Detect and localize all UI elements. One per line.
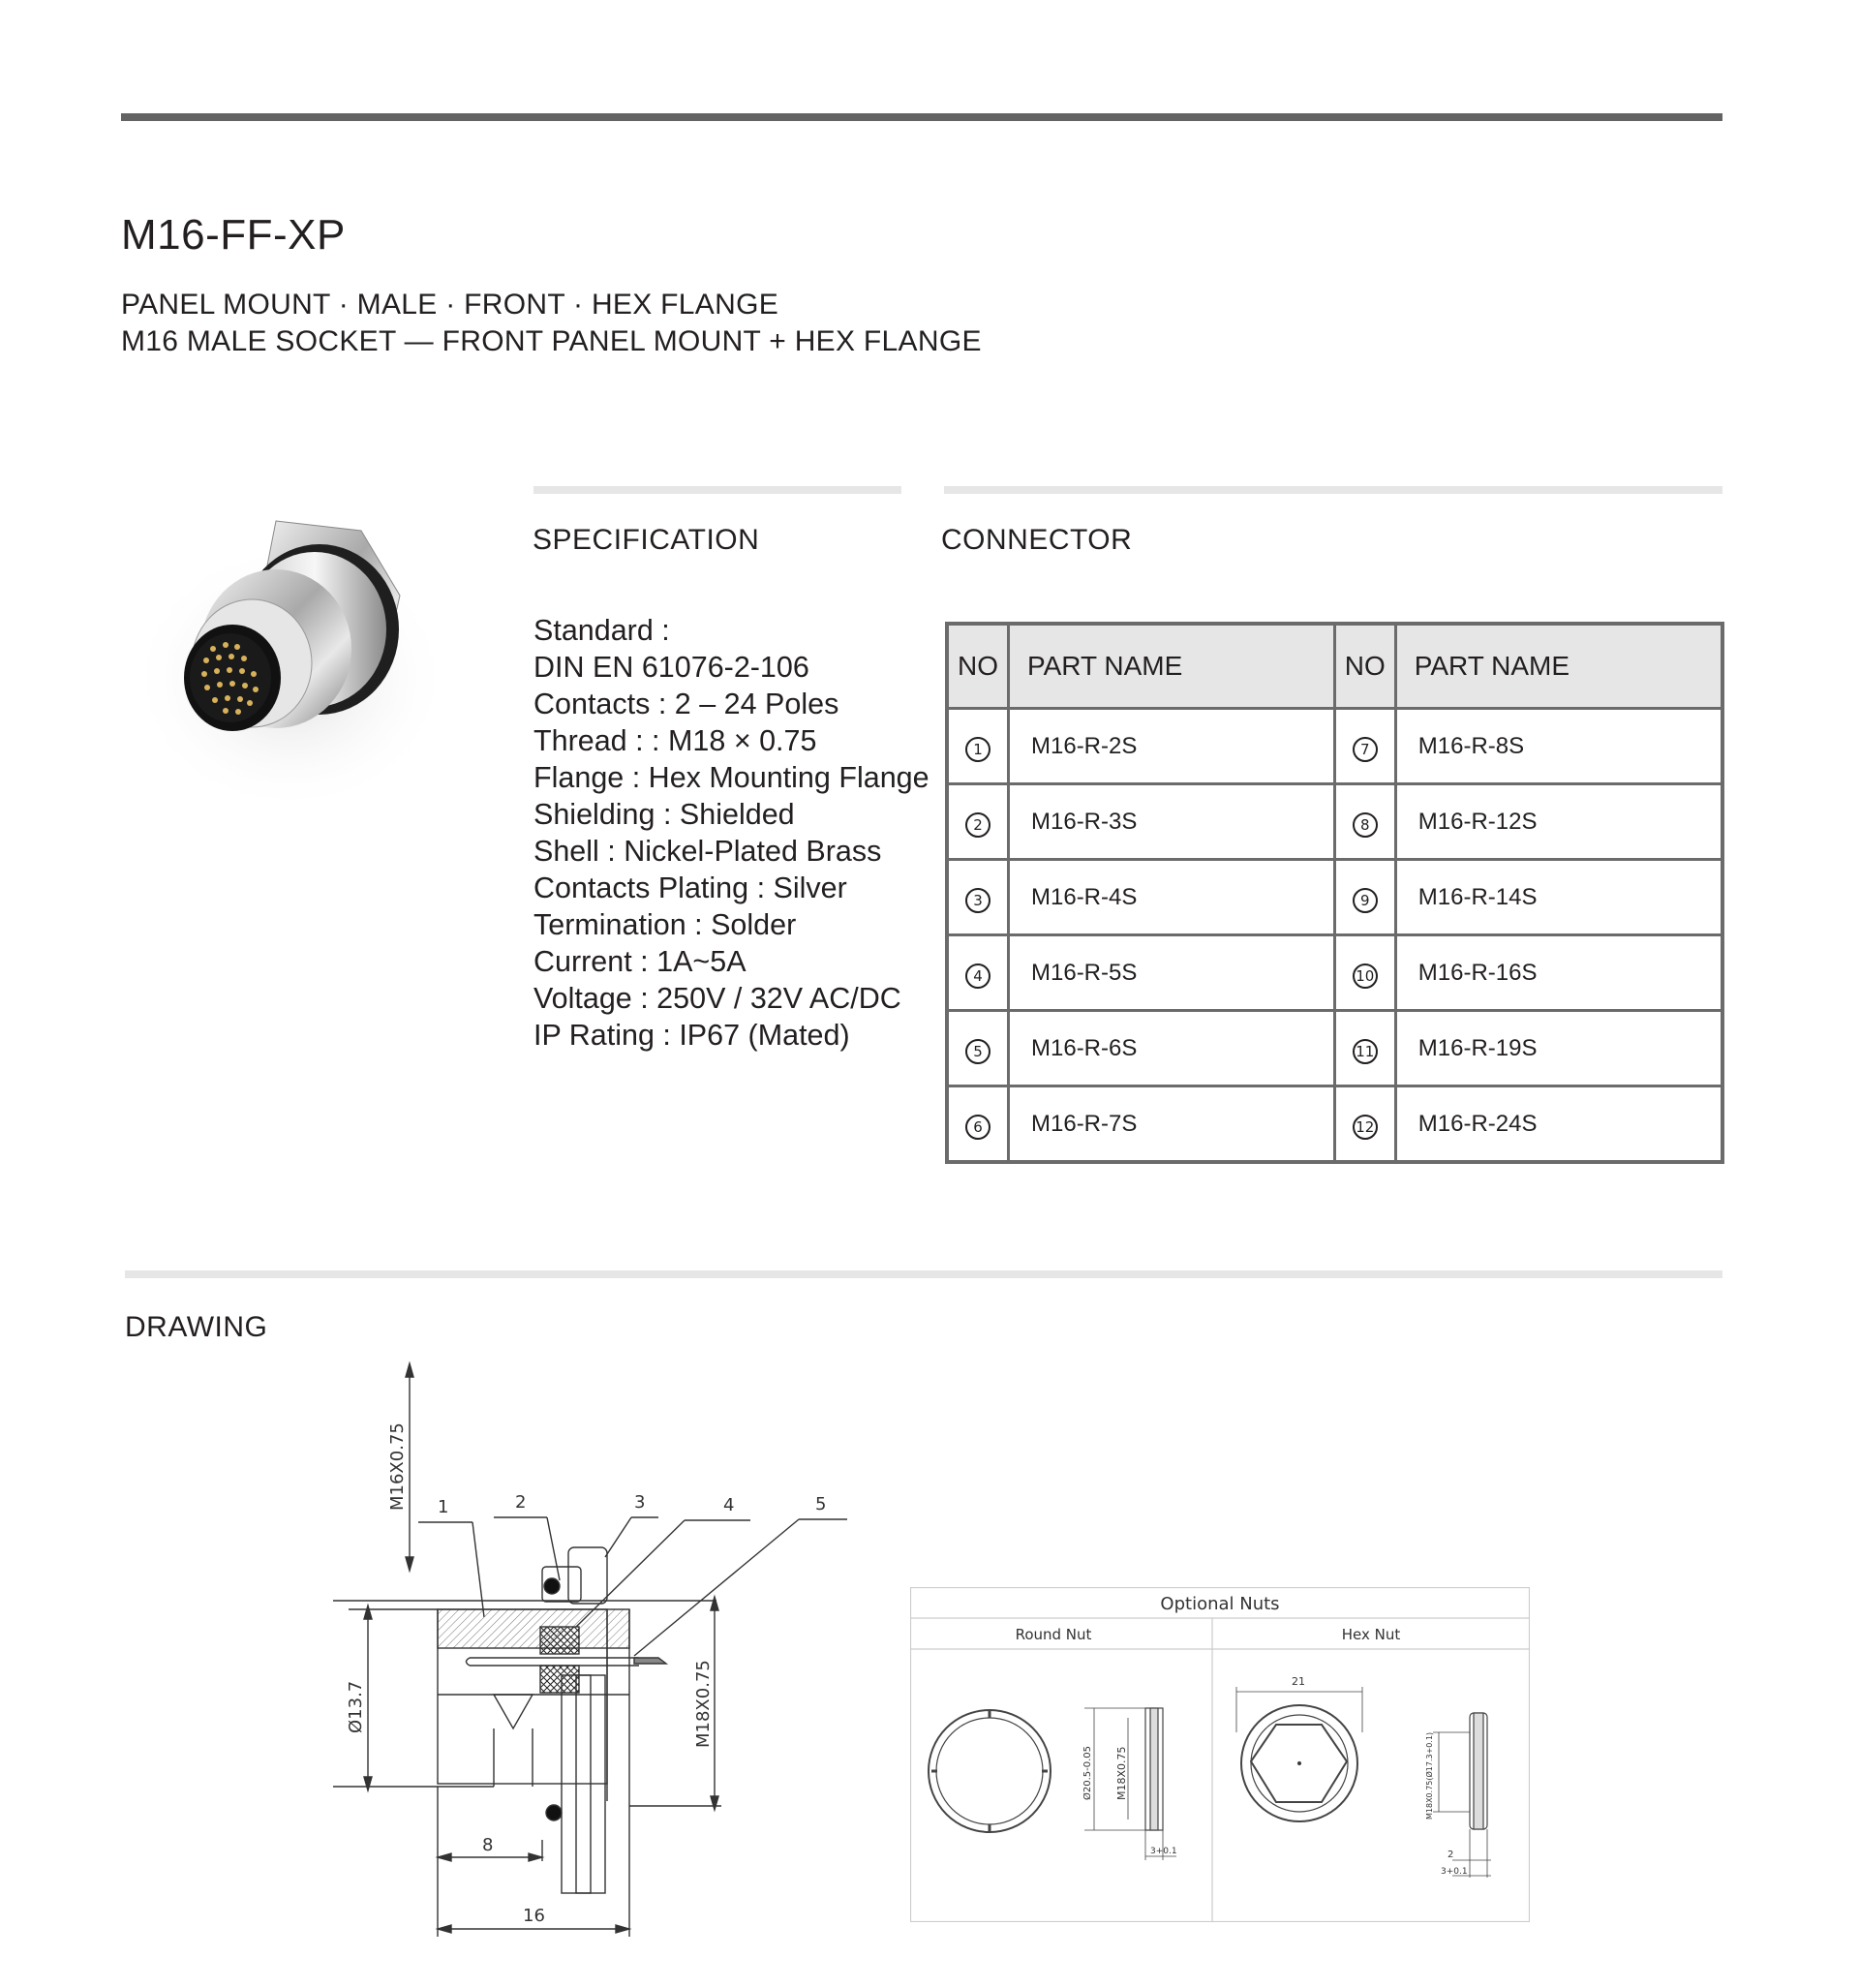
spec-item: Flange : Hex Mounting Flange [533, 761, 930, 794]
spec-item: Shielding : Shielded [533, 798, 795, 831]
specification-list [533, 612, 930, 1054]
part-name-right: M16-R-19S [1395, 1011, 1722, 1086]
circled-number: 2 [965, 812, 990, 838]
row-number-right [1334, 784, 1395, 860]
optional-nuts-panel [910, 1587, 1530, 1922]
spec-item: Shell : Nickel-Plated Brass [533, 835, 882, 868]
drawing-heading: DRAWING [125, 1311, 268, 1343]
hex-nut-width-dim: 21 [1292, 1675, 1305, 1688]
circled-number: 6 [965, 1115, 990, 1140]
dim-length-8: 8 [482, 1835, 494, 1855]
part-name-left: M16-R-5S [1009, 935, 1335, 1011]
table-row [947, 784, 1722, 860]
spec-item: Current : 1A~5A [533, 945, 747, 978]
row-number-right [1334, 935, 1395, 1011]
circled-number: 9 [1353, 888, 1378, 913]
callout-3: 3 [634, 1492, 646, 1513]
subtitle-line-2: M16 MALE SOCKET — FRONT PANEL MOUNT + HEX FLANGE [121, 325, 982, 357]
col-header-part-name: PART NAME [1395, 624, 1722, 709]
top-divider [121, 113, 1722, 121]
dim-thread-right: M18X0.75 [693, 1660, 714, 1748]
hex-nut-thickness-dim: 3+0.1 [1441, 1867, 1468, 1877]
row-number-left [947, 935, 1009, 1011]
col-header-no: NO [947, 624, 1009, 709]
subtitle-line-1: PANEL MOUNT · MALE · FRONT · HEX FLANGE [121, 289, 779, 321]
circled-number: 3 [965, 888, 990, 913]
part-name-right: M16-R-16S [1395, 935, 1722, 1011]
circled-number: 8 [1353, 812, 1378, 838]
row-number-left [947, 1011, 1009, 1086]
part-name-right: M16-R-8S [1395, 709, 1722, 784]
row-number-right [1334, 709, 1395, 784]
circled-number: 10 [1353, 963, 1378, 989]
part-name-left: M16-R-3S [1009, 784, 1335, 860]
row-number-right [1334, 1011, 1395, 1086]
part-name-left: M16-R-7S [1009, 1086, 1335, 1163]
row-number-right [1334, 1086, 1395, 1163]
table-row [947, 1086, 1722, 1163]
spec-item: Termination : Solder [533, 908, 797, 941]
table-row [947, 860, 1722, 935]
table-row [947, 709, 1722, 784]
part-name-right: M16-R-24S [1395, 1086, 1722, 1163]
callout-5: 5 [815, 1494, 827, 1514]
hex-nut-w2-dim: 2 [1448, 1850, 1454, 1860]
specification-divider [533, 486, 901, 494]
spec-item: DIN EN 61076-2-106 [533, 651, 809, 684]
row-number-left [947, 1086, 1009, 1163]
row-number-left [947, 860, 1009, 935]
dim-length-16: 16 [523, 1906, 545, 1926]
optional-nuts-title: Optional Nuts [1160, 1594, 1280, 1614]
circled-number: 7 [1353, 737, 1378, 762]
spec-item: Standard : [533, 614, 670, 647]
col-header-no: NO [1334, 624, 1395, 709]
circled-number: 4 [965, 963, 990, 989]
part-name-left: M16-R-2S [1009, 709, 1335, 784]
hex-nut-thread-dim: M18X0.75(Ø17.3+0.1) [1425, 1731, 1434, 1820]
hex-nut-drawing [1236, 1675, 1491, 1878]
drawing-divider [125, 1270, 1722, 1278]
circled-number: 1 [965, 737, 990, 762]
circled-number: 5 [965, 1039, 990, 1064]
callout-1: 1 [438, 1497, 449, 1517]
table-header-row [947, 624, 1722, 709]
connector-table [945, 622, 1724, 1164]
spec-item: Thread : : M18 × 0.75 [533, 724, 817, 757]
row-number-left [947, 784, 1009, 860]
spec-item: Contacts : 2 – 24 Poles [533, 688, 839, 720]
hex-nut-label: Hex Nut [1341, 1626, 1401, 1643]
part-name-right: M16-R-14S [1395, 860, 1722, 935]
callout-2: 2 [515, 1492, 527, 1513]
specification-heading: SPECIFICATION [533, 524, 760, 556]
dim-diameter: Ø13.7 [346, 1680, 366, 1733]
connector-divider [944, 486, 1722, 494]
round-nut-thread-dim: M18X0.75 [1115, 1746, 1128, 1800]
row-number-right [1334, 860, 1395, 935]
page-title: M16-FF-XP [121, 211, 346, 259]
technical-drawing [310, 1356, 891, 1956]
connector-table-body [947, 709, 1722, 1163]
spec-item: IP Rating : IP67 (Mated) [533, 1019, 850, 1052]
table-row [947, 1011, 1722, 1086]
connector-heading: CONNECTOR [941, 524, 1133, 556]
round-nut-thickness-dim: 3+0.1 [1150, 1847, 1177, 1856]
table-row [947, 935, 1722, 1011]
round-nut-label: Round Nut [1015, 1626, 1092, 1643]
product-photo [121, 504, 450, 823]
round-nut-diameter-dim: Ø20.5-0.05 [1082, 1745, 1093, 1800]
col-header-part-name: PART NAME [1009, 624, 1335, 709]
spec-item: Contacts Plating : Silver [533, 872, 847, 904]
circled-number: 11 [1353, 1039, 1378, 1064]
circled-number: 12 [1353, 1115, 1378, 1140]
row-number-left [947, 709, 1009, 784]
part-name-left: M16-R-6S [1009, 1011, 1335, 1086]
spec-item: Voltage : 250V / 32V AC/DC [533, 982, 901, 1015]
dim-thread-top: M16X0.75 [387, 1422, 408, 1511]
round-nut-drawing [929, 1708, 1177, 1860]
part-name-left: M16-R-4S [1009, 860, 1335, 935]
callout-4: 4 [723, 1495, 735, 1515]
part-name-right: M16-R-12S [1395, 784, 1722, 860]
